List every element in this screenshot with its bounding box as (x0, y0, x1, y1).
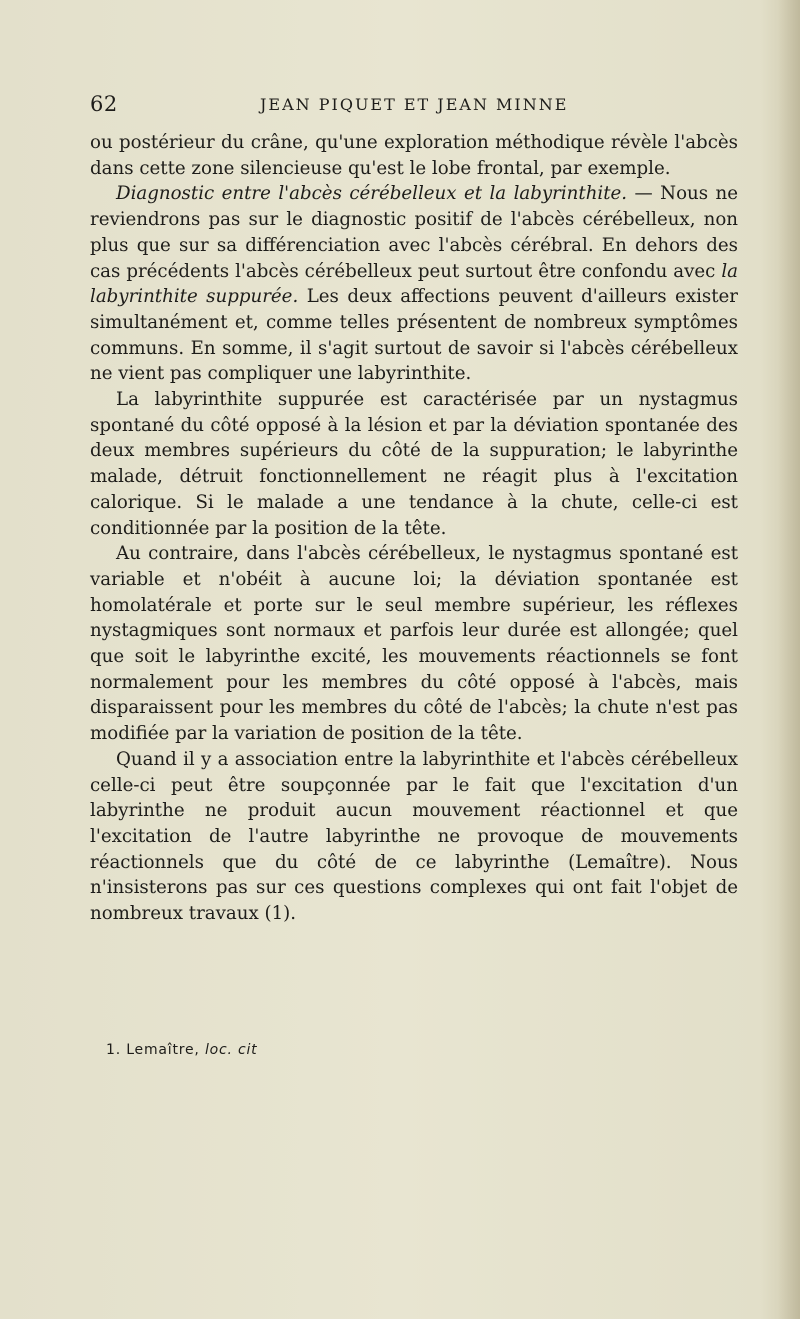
page-number: 62 (90, 92, 118, 116)
paragraph-labyrinthite: La labyrinthite suppurée est caractérisée par un nystagmus spontané du côté opposé à la lésion et par la déviation spontanée des deux membres supérieurs du côté de la suppuration; le labyrinthe malade, détruit fonctionnellement ne réagit plus à l'excitation calorique. Si le malade a une tendance à la chute, celle-ci est conditionnée par la position de la tête. (90, 389, 738, 539)
footnote-reference: loc. cit (204, 1042, 258, 1058)
section-heading: Diagnostic entre l'abcès cérébelleux et la labyrinthite. (116, 183, 628, 205)
paragraph-association: Quand il y a association entre la labyrinthite et l'abcès cérébelleux celle-ci peut être soupçonnée par le fait que l'excitation d'un labyrinthe ne produit aucun mouvement réactionnel et que l'excitation de l'autre labyrinthe ne provoque de mouvements réactionnels que du côté de ce labyrinthe (Lemaître). Nous n'insisterons pas sur ces questions complexes qui ont fait l'objet de nombreux travaux (1). (90, 748, 738, 925)
emphasized-term: la labyrinthite suppurée. (90, 260, 738, 308)
paragraph-abces: Au contraire, dans l'abcès cérébelleux, le nystagmus spontané est variable et n'obéit à aucune loi; la déviation spontanée est homolatérale et porte sur le seul membre supérieur, les réflexes nystagmiques sont normaux et parfois leur durée est allongée; quel que soit le labyrinthe excité, les mouvements réactionnels se font normalement pour les membres du côté opposé à l'abcès, mais disparaissent pour les membres du côté de l'abcès; la chute n'est pas modifiée par la variation de position de la tête. (90, 543, 738, 745)
paragraph-continuation: ou postérieur du crâne, qu'une exploration méthodique révèle l'abcès dans cette zone silencieuse qu'est le lobe frontal, par exemple. (90, 132, 738, 179)
paragraph-diagnostic (90, 181, 738, 387)
page-header (90, 92, 738, 118)
footnote (106, 1042, 257, 1058)
paragraph-text: — Nous ne reviendrons pas sur le diagnostic positif de l'abcès cérébelleux, non plus que sur sa différenciation avec l'abcès cérébral. En dehors des cas précédents l'abcès cérébelleux peut surtout être confondu avec (90, 183, 738, 282)
page-edge-shadow (778, 0, 800, 1319)
running-title: JEAN PIQUET ET JEAN MINNE (260, 95, 569, 114)
body-text (90, 130, 738, 927)
paragraph-text: Les deux affections peuvent d'ailleurs exister simultanément et, comme telles présentent de nombreux symptômes communs. En somme, il s'agit surtout de savoir si l'abcès cérébelleux ne vient pas compliquer une labyrinthite. (90, 286, 738, 385)
footnote-text: 1. Lemaître, (106, 1042, 205, 1058)
